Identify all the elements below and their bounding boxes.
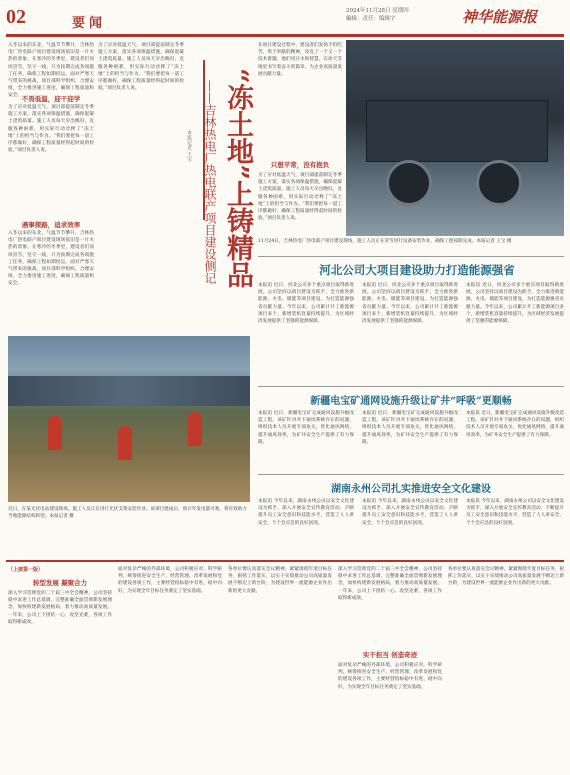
masthead-logo: 神华能源报	[462, 8, 538, 26]
continued-label: （上接第一版）	[8, 567, 44, 573]
news2-title: 新疆电宝矿通网设施升级让矿井“呼吸”更顺畅	[310, 396, 512, 407]
news3-col2: 本报讯 今年以来，湖南永州公司以安全文化建设为抓手，深入开展安全宣传教育活动，不断提升员工安全意识和技能水平，营造了人人讲安全、个个会应急的良好氛围。	[362, 499, 458, 526]
feature-title: “冻土地”上铸精品	[222, 68, 253, 289]
section-divider	[258, 474, 564, 475]
feature-column-1-body: 为了应对低温天气，项目部提前制定冬季施工方案，落实各项保温措施，确保混凝土浇筑质量。施工人员每天早出晚归，克服各种困难，用实际行动诠释了“冻土地”上的担当与作为。“我们要把每一道工序都做好，确保工程质量经得起时间的检验。”项目负责人说。	[8, 105, 94, 154]
feature-col3-heading: 只想平常，没有抱负	[270, 161, 330, 169]
feature-subtitle: ——吉林热电厂热电联产项目建设侧记	[203, 80, 217, 284]
news1-col2: 本报讯 近日，河北公司多个重点项目取得新进展。公司坚持以项目建设为抓手，全力推进新能源、火电、储能等项目建设，为打造能源强省贡献力量。今年以来，公司累计开工新能源项目多个，新增装机容量持续提升，为区域经济发展提供了坚强的能源保障。	[362, 283, 458, 325]
feature-column-1-intro: 入冬以来的东北，气温节节攀升，吉林热电厂热电联产项目建设现场依旧是一片火热的景象。在寒冷的冬季里，建设者们顶风冒雪，坚守一线，只为按期完成各项施工任务，确保工程如期投运。面对严寒天气带来的挑战，项目部科学组织，合理安排，全力推进施工进度，确保工程质量和安全。	[8, 43, 94, 99]
news2-col3: 本报讯 近日，新疆电宝矿完成通风设施升级改造工程。该矿针对井下通风系统存在的问题，组织技术人员开展专项攻关，优化通风网络，提升通风效率，为矿井安全生产提供了有力保障。	[466, 411, 564, 438]
photo-solar-panels	[8, 376, 250, 406]
bottom-col-1: 深入学习贯彻党的二十届三中全会精神，公司坚持稳中求进工作总基调，完整准确全面贯彻新发展理念，加快构建新发展格局，着力推动高质量发展。一年来，公司上下团结一心、攻坚克难，各项工作取得新成效。	[8, 591, 112, 625]
bottom-heading-2: 实干担当 创造奇迹	[362, 651, 418, 659]
section-divider	[258, 386, 564, 387]
feature-photo-field	[8, 336, 250, 502]
news3-title: 湖南永州公司扎实推进安全文化建设	[331, 484, 491, 495]
issue-date: 2024年11月28日 星期四	[346, 8, 409, 14]
bottom-heading-1: 转型发展 凝聚合力	[32, 579, 88, 587]
feature-column-2-body: 为了应对低温天气，项目部提前制定冬季施工方案，落实各项保温措施，确保混凝土浇筑质量。施工人员每天早出晚归，克服各种困难，用实际行动诠释了“冻土地”上的担当与作为。“我们要把每一道工序都做好，确保工程质量经得起时间的检验。”项目负责人说。	[98, 43, 184, 92]
feature-photo-train	[346, 40, 564, 236]
bottom-col-3: 各单位要认真落实会议精神，紧紧围绕年度目标任务，狠抓工作落实，以实干实绩推动公司高质量发展不断迈上新台阶，为建设世界一流能源企业作出新的更大贡献。	[228, 567, 332, 594]
bottom-col-4a: 深入学习贯彻党的二十届三中全会精神，公司坚持稳中求进工作总基调，完整准确全面贯彻新发展理念，加快构建新发展格局，着力推动高质量发展。一年来，公司上下团结一心、攻坚克难，各项工作取得新成效。	[338, 567, 442, 601]
photo-worker	[188, 412, 202, 446]
bottom-col-4b: 面对复杂严峻的外部环境，公司积极应对，科学研判，统筹推进安全生产、经营管理、改革发展和党的建设各项工作，主要经营指标稳中有进、稳中向好，为实现全年目标任务奠定了坚实基础。	[338, 663, 442, 690]
news1-col1: 本报讯 近日，河北公司多个重点项目取得新进展。公司坚持以项目建设为抓手，全力推进新能源、火电、储能等项目建设，为打造能源强省贡献力量。今年以来，公司累计开工新能源项目多个，新增装机容量持续提升，为区域经济发展提供了坚强的能源保障。	[258, 283, 354, 325]
photo-train-body	[366, 100, 548, 162]
news1-col3: 本报讯 近日，河北公司多个重点项目取得新进展。公司坚持以项目建设为抓手，全力推进新能源、火电、储能等项目建设，为打造能源强省贡献力量。今年以来，公司累计开工新能源项目多个，新增装机容量持续提升，为区域经济发展提供了坚强的能源保障。	[466, 283, 564, 325]
issue-date-secondary: 編辑：责任：编辑字	[346, 16, 396, 22]
photo-wheel-left	[386, 160, 432, 206]
news2-col2: 本报讯 近日，新疆电宝矿完成通风设施升级改造工程。该矿针对井下通风系统存在的问题，组织技术人员开展专项攻关，优化通风网络，提升通风效率，为矿井安全生产提供了有力保障。	[362, 411, 458, 445]
news2-col1: 本报讯 近日，新疆电宝矿完成通风设施升级改造工程。该矿针对井下通风系统存在的问题，组织技术人员开展专项攻关，优化通风网络，提升通风效率，为矿井安全生产提供了有力保障。	[258, 411, 354, 445]
page-number: 02	[6, 6, 26, 28]
feature-photo-caption: 11月24日，吉林热电厂热电联产项目建设现场，施工人员正在冒雪进行设备安装作业，确保工程按期完成。本报记者 王宝 摄	[258, 239, 512, 244]
news3-col1: 本报讯 今年以来，湖南永州公司以安全文化建设为抓手，深入开展安全宣传教育活动，不断提升员工安全意识和技能水平，营造了人人讲安全、个个会应急的良好氛围。	[258, 499, 354, 526]
bottom-col-5: 各单位要认真落实会议精神，紧紧围绕年度目标任务，狠抓工作落实，以实干实绩推动公司高质量发展不断迈上新台阶，为建设世界一流能源企业作出新的更大贡献。	[448, 567, 564, 587]
photo-wheel-right	[476, 160, 522, 206]
feature-column-3-tail: 为了应对低温天气，项目部提前制定冬季施工方案，落实各项保温措施，确保混凝土浇筑质量。施工人员每天早出晚归，克服各种困难，用实际行动诠释了“冻土地”上的担当与作为。“我们要把每一道工序都做好，确保工程质量经得起时间的检验。”项目负责人说。	[258, 173, 342, 222]
news3-col3: 本报讯 今年以来，湖南永州公司以安全文化建设为抓手，深入开展安全宣传教育活动，不断提升员工安全意识和技能水平，营造了人人讲安全、个个会应急的良好氛围。	[466, 499, 564, 526]
photo-worker	[118, 426, 132, 460]
feature-col2-heading: 遇事探路，追求效率	[21, 221, 81, 229]
feature-col1-heading: 不畏低温，迎干迎学	[21, 95, 81, 103]
section-divider	[258, 256, 564, 257]
section-name: 要闻	[72, 16, 107, 31]
feature-column-1-tail: 入冬以来的东北，气温节节攀升，吉林热电厂热电联产项目建设现场依旧是一片火热的景象。在寒冷的冬季里，建设者们顶风冒雪，坚守一线，只为按期完成各项施工任务，确保工程如期投运。面对严寒天气带来的挑战，项目部科学组织，合理安排，全力推进施工进度，确保工程质量和安全。	[8, 231, 94, 287]
feature-byline: 本报记者 王宝	[186, 130, 192, 162]
feature-column-3-body: 在项目建设过程中，建设者们发扬不怕吃苦、勇于奉献的精神，攻克了一个又一个技术难题。他们用汗水和智慧，在冰天雪地里书写着奋斗的篇章，为企业高质量发展贡献力量。	[258, 43, 342, 77]
header-rule	[6, 34, 564, 37]
bottom-col-2: 面对复杂严峻的外部环境，公司积极应对，科学研判，统筹推进安全生产、经营管理、改革发展和党的建设各项工作，主要经营指标稳中有进、稳中向好，为实现全年目标任务奠定了坚实基础。	[118, 567, 222, 594]
news1-title: 河北公司大项目建设助力打造能源强省	[319, 263, 515, 277]
bottom-photo-caption: 近日，在某光伏电站建设现场，施工人员正在进行光伏支架安装作业。该项目建成后，预计年发电量可观，将有效助力当地能源结构转型。本报记者 摄	[8, 507, 247, 519]
photo-worker	[48, 416, 62, 450]
bottom-section-rule	[6, 560, 564, 562]
